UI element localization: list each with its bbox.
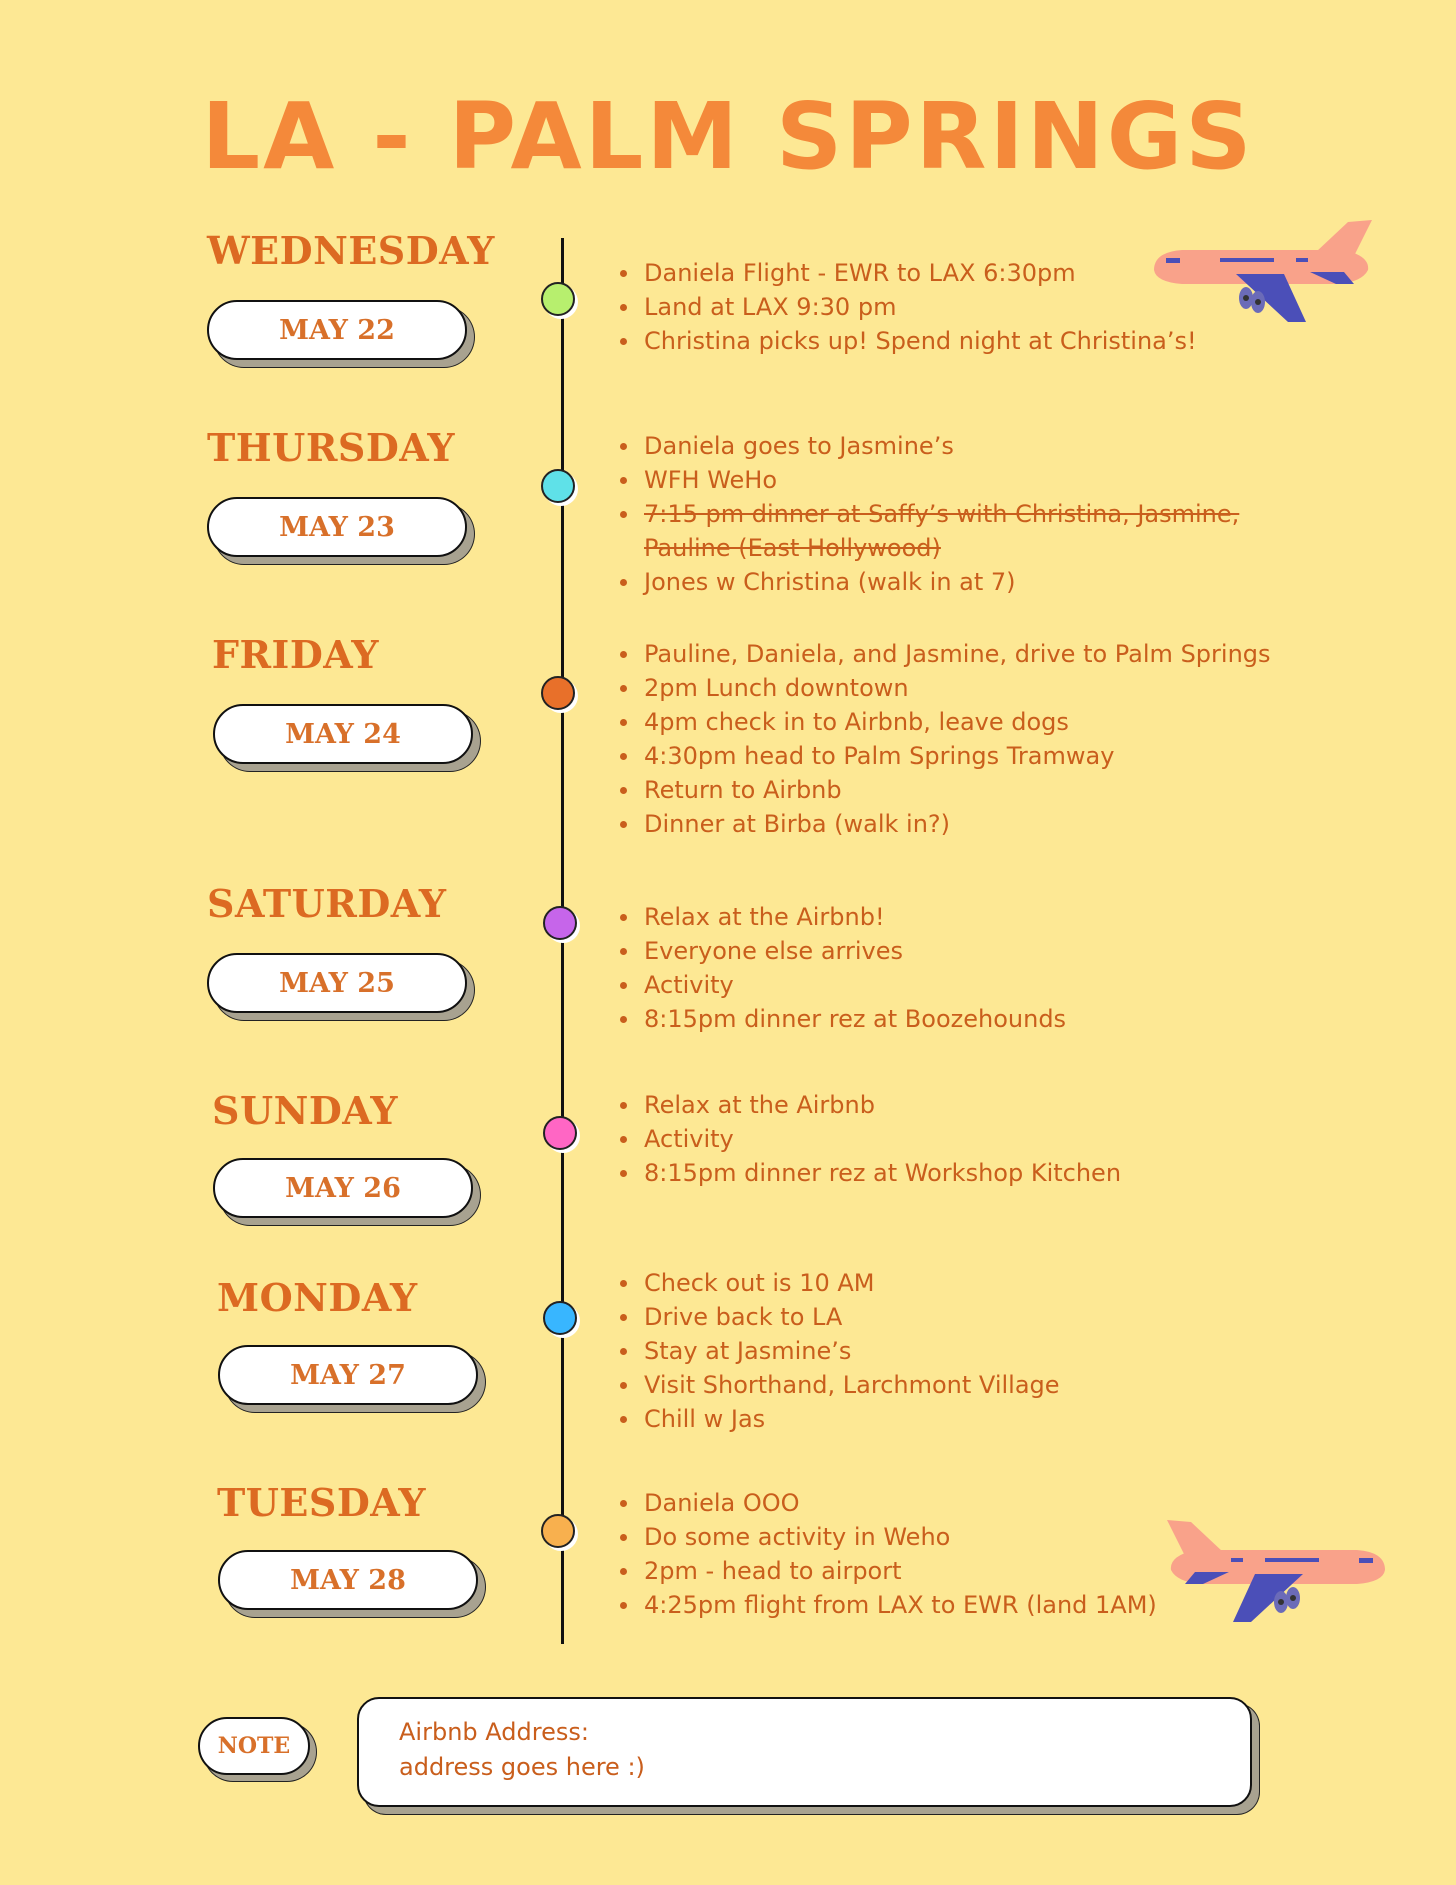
date-pill-may-25: MAY 25: [207, 953, 467, 1013]
date-pill-may-22: MAY 22: [207, 300, 467, 360]
event-item: Land at LAX 9:30 pm: [644, 290, 1197, 324]
timeline-dot-thursday: [541, 469, 575, 503]
event-item: Visit Shorthand, Larchmont Village: [644, 1368, 1060, 1402]
event-item: Relax at the Airbnb: [644, 1088, 1121, 1122]
date-pill-may-28: MAY 28: [218, 1550, 478, 1610]
event-list-saturday: [612, 900, 1066, 1036]
event-item: Dinner at Birba (walk in?): [644, 807, 1271, 841]
event-item: 4:25pm flight from LAX to EWR (land 1AM): [644, 1588, 1157, 1622]
event-item: Stay at Jasmine’s: [644, 1334, 1060, 1368]
event-item: Everyone else arrives: [644, 934, 1066, 968]
event-list-tuesday: [612, 1486, 1157, 1622]
airplane-icon: [1165, 1518, 1391, 1626]
timeline-dot-saturday: [543, 906, 577, 940]
event-item: Drive back to LA: [644, 1300, 1060, 1334]
airplane-icon: [1148, 218, 1374, 326]
timeline-dot-wednesday: [541, 282, 575, 316]
day-name-friday: FRIDAY: [212, 632, 380, 677]
event-item: Return to Airbnb: [644, 773, 1271, 807]
event-item: Activity: [644, 968, 1066, 1002]
day-name-tuesday: TUESDAY: [217, 1480, 426, 1525]
event-item: Check out is 10 AM: [644, 1266, 1060, 1300]
day-name-sunday: SUNDAY: [212, 1088, 398, 1133]
event-list-thursday: [612, 429, 1244, 599]
day-name-saturday: SATURDAY: [207, 881, 447, 926]
event-item: Christina picks up! Spend night at Christina’s!: [644, 324, 1197, 358]
event-item: 2pm - head to airport: [644, 1554, 1157, 1588]
event-item: Pauline, Daniela, and Jasmine, drive to Palm Springs: [644, 637, 1271, 671]
event-item: Daniela goes to Jasmine’s: [644, 429, 1244, 463]
event-item: Relax at the Airbnb!: [644, 900, 1066, 934]
note-line-address-label: Airbnb Address:: [399, 1718, 589, 1746]
timeline-line: [561, 238, 564, 1644]
day-name-thursday: THURSDAY: [207, 425, 456, 470]
timeline-dot-sunday: [543, 1116, 577, 1150]
event-list-wednesday: [612, 256, 1197, 358]
event-item: 7:15 pm dinner at Saffy’s with Christina, Jasmine, Pauline (East Hollywood): [644, 497, 1244, 565]
timeline-dot-monday: [543, 1301, 577, 1335]
event-item: 4:30pm head to Palm Springs Tramway: [644, 739, 1271, 773]
note-label: NOTE: [198, 1717, 310, 1775]
timeline-dot-friday: [541, 676, 575, 710]
event-item: Daniela Flight - EWR to LAX 6:30pm: [644, 256, 1197, 290]
note-line-address-value: address goes here :): [399, 1753, 645, 1781]
event-item: Jones w Christina (walk in at 7): [644, 565, 1244, 599]
event-item: 8:15pm dinner rez at Boozehounds: [644, 1002, 1066, 1036]
timeline-dot-tuesday: [541, 1514, 575, 1548]
note-box: [357, 1697, 1252, 1807]
event-item: 2pm Lunch downtown: [644, 671, 1271, 705]
date-pill-may-23: MAY 23: [207, 497, 467, 557]
event-item: Chill w Jas: [644, 1402, 1060, 1436]
date-pill-may-24: MAY 24: [213, 704, 473, 764]
event-item: Daniela OOO: [644, 1486, 1157, 1520]
event-list-sunday: [612, 1088, 1121, 1190]
event-item: 4pm check in to Airbnb, leave dogs: [644, 705, 1271, 739]
event-item: WFH WeHo: [644, 463, 1244, 497]
event-item: Do some activity in Weho: [644, 1520, 1157, 1554]
date-pill-may-26: MAY 26: [213, 1158, 473, 1218]
day-name-monday: MONDAY: [217, 1275, 418, 1320]
page-title: LA - PALM SPRINGS: [201, 83, 1255, 190]
event-item: 8:15pm dinner rez at Workshop Kitchen: [644, 1156, 1121, 1190]
event-list-monday: [612, 1266, 1060, 1436]
day-name-wednesday: WEDNESDAY: [207, 228, 495, 273]
date-pill-may-27: MAY 27: [218, 1345, 478, 1405]
event-list-friday: [612, 637, 1271, 841]
event-item: Activity: [644, 1122, 1121, 1156]
